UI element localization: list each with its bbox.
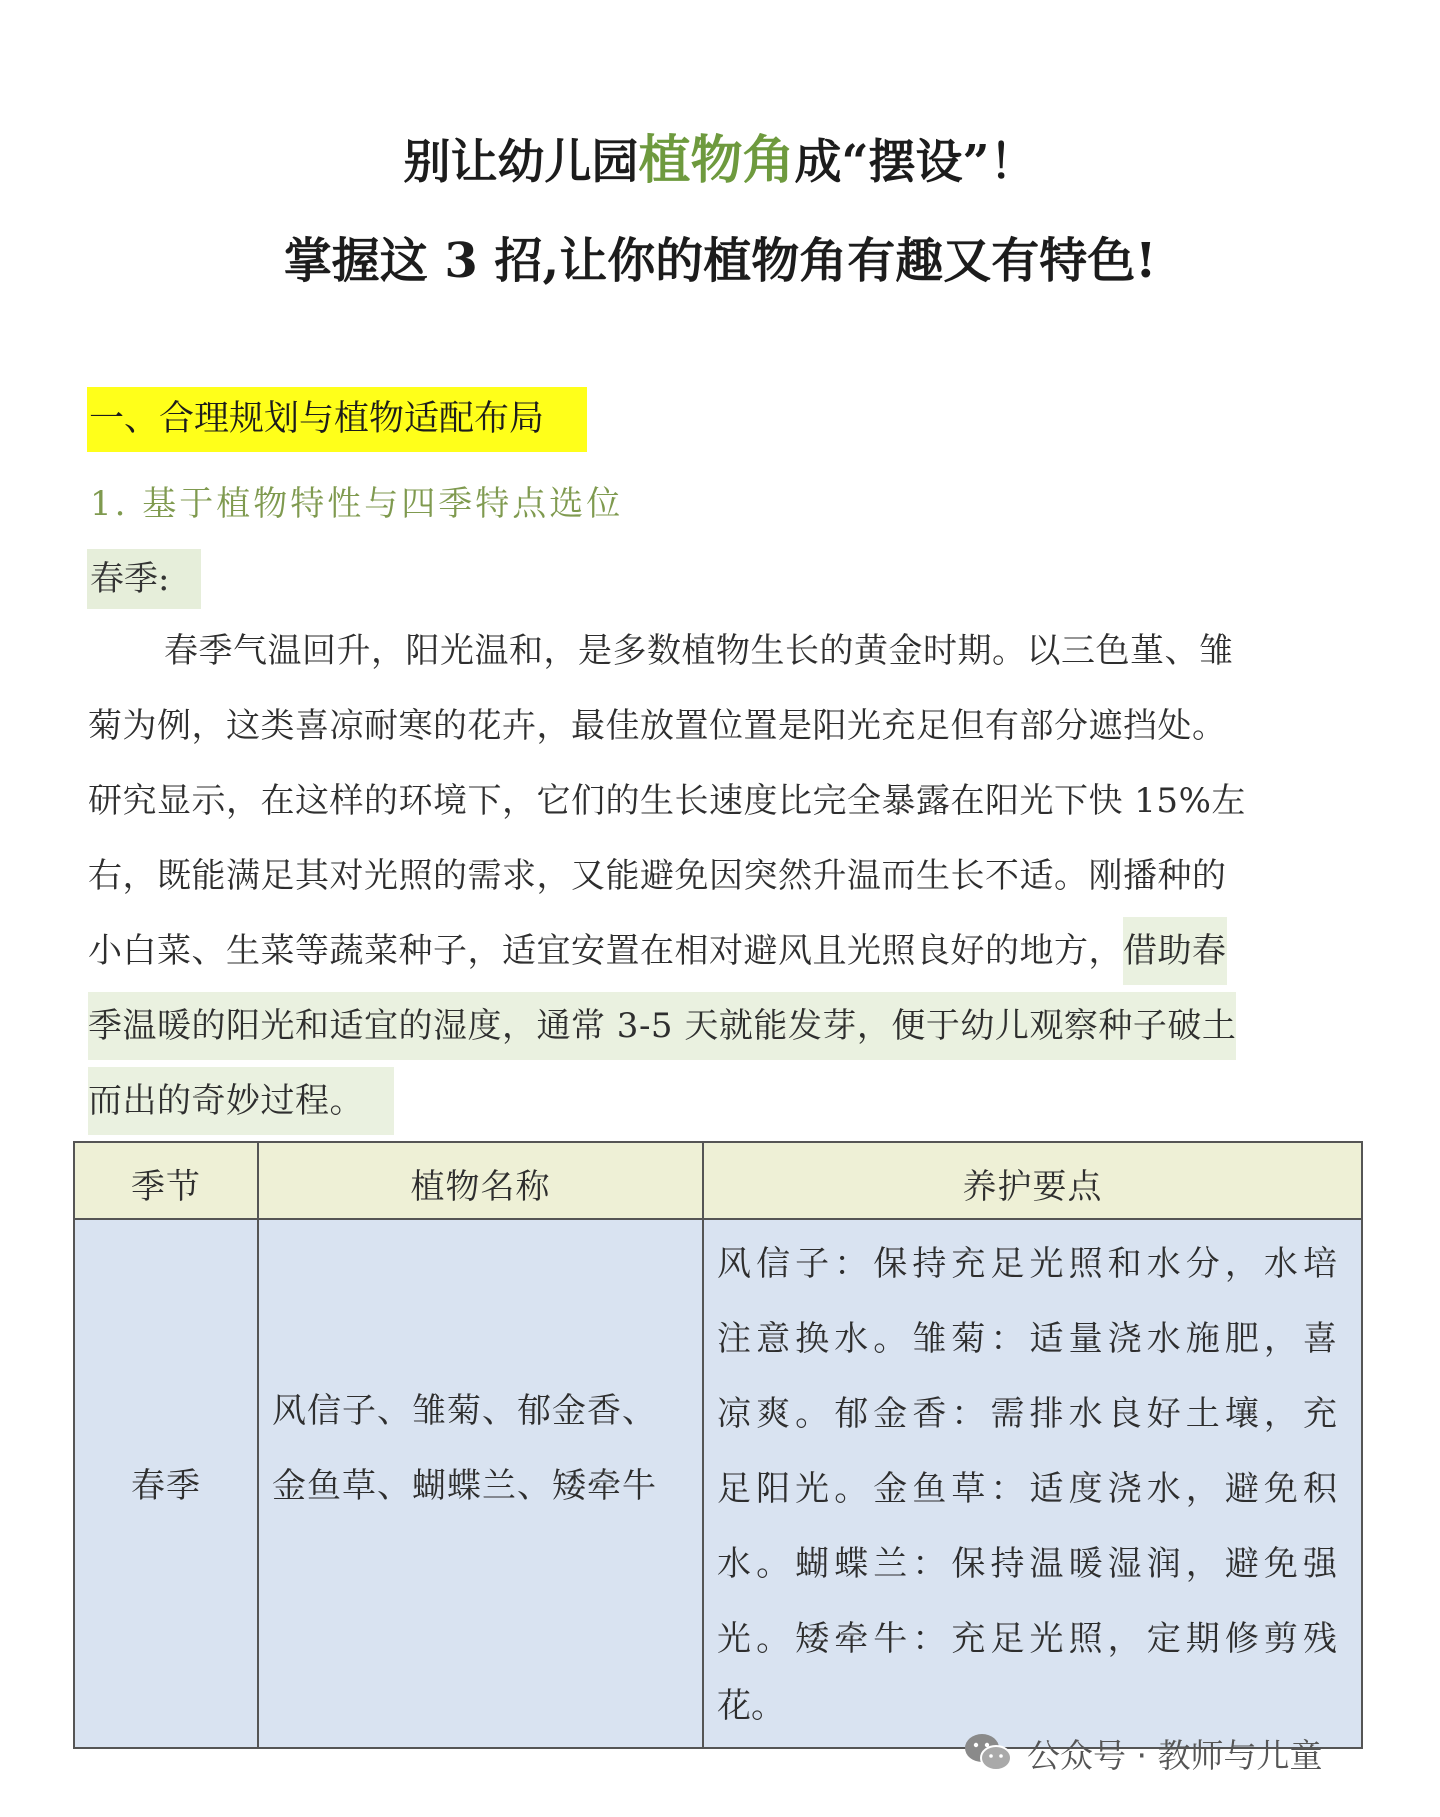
- title-highlight: 植物角: [638, 131, 795, 191]
- paragraph-line-4: 右，既能满足其对光照的需求，又能避免因突然升温而生长不适。刚播种的: [88, 856, 1227, 896]
- table-cell-plants-line1: 风信子、雏菊、郁金香、: [272, 1391, 657, 1431]
- title-suffix: 成“摆设”！: [794, 135, 1037, 190]
- page-title-line1: [0, 118, 1440, 193]
- table-cell-care-line: 水。蝴蝶兰：保持温暖湿润，避免强: [717, 1544, 1337, 1584]
- title-prefix: 别让幼儿园: [403, 135, 639, 190]
- section-subheading: 1. 基于植物特性与四季特点选位: [90, 484, 624, 524]
- table-cell-care-line: 光。矮牵牛：充足光照，定期修剪残: [717, 1619, 1337, 1659]
- table-header-plant-name: 植物名称: [410, 1167, 551, 1207]
- season-label: 春季:: [87, 549, 201, 609]
- table-cell-care-line: 凉爽。郁金香：需排水良好土壤，充: [717, 1394, 1337, 1434]
- table-cell-care-line: 花。: [717, 1686, 785, 1726]
- paragraph-line-5: [88, 914, 1348, 989]
- paragraph-highlight-end: 而出的奇妙过程。: [88, 1067, 394, 1135]
- plant-care-table: [73, 1141, 1363, 1749]
- wechat-icon: [963, 1731, 1013, 1775]
- paragraph-highlight-middle: 季温暖的阳光和适宜的湿度，通常 3-5 天就能发芽，便于幼儿观察种子破土: [88, 992, 1236, 1060]
- table-cell-plants-line2: 金鱼草、蝴蝶兰、矮牵牛: [272, 1466, 657, 1506]
- paragraph-line-1: 春季气温回升，阳光温和，是多数植物生长的黄金时期。以三色堇、雏: [164, 631, 1234, 671]
- table-header-season: 季节: [131, 1167, 201, 1207]
- table-cell-care-line: 足阳光。金鱼草：适度浇水，避免积: [717, 1469, 1337, 1509]
- table-column-divider: [257, 1143, 259, 1747]
- paragraph-line-2: 菊为例，这类喜凉耐寒的花卉，最佳放置位置是阳光充足但有部分遮挡处。: [88, 706, 1227, 746]
- table-cell-care-line: 风信子：保持充足光照和水分，水培: [717, 1244, 1337, 1284]
- table-column-divider: [702, 1143, 704, 1747]
- table-header-care-points: 养护要点: [962, 1167, 1103, 1207]
- table-cell-season: 春季: [131, 1466, 201, 1506]
- watermark-text: 公众号 · 教师与儿童: [1027, 1735, 1323, 1775]
- paragraph-line-5-plain: 小白菜、生菜等蔬菜种子，适宜安置在相对避风且光照良好的地方，: [88, 931, 1123, 971]
- watermark: [963, 1725, 1322, 1781]
- paragraph-line-7: [88, 1064, 1348, 1139]
- table-cell-care-line: 注意换水。雏菊：适量浇水施肥，喜: [717, 1319, 1337, 1359]
- page-title-line2: 掌握这 3 招,让你的植物角有趣又有特色!: [283, 233, 1157, 289]
- paragraph-line-3: 研究显示，在这样的环境下，它们的生长速度比完全暴露在阳光下快 15%左: [88, 781, 1246, 821]
- section-heading: 一、合理规划与植物适配布局: [87, 387, 587, 452]
- paragraph-highlight-start: 借助春: [1123, 917, 1227, 985]
- paragraph-line-6: [88, 989, 1348, 1064]
